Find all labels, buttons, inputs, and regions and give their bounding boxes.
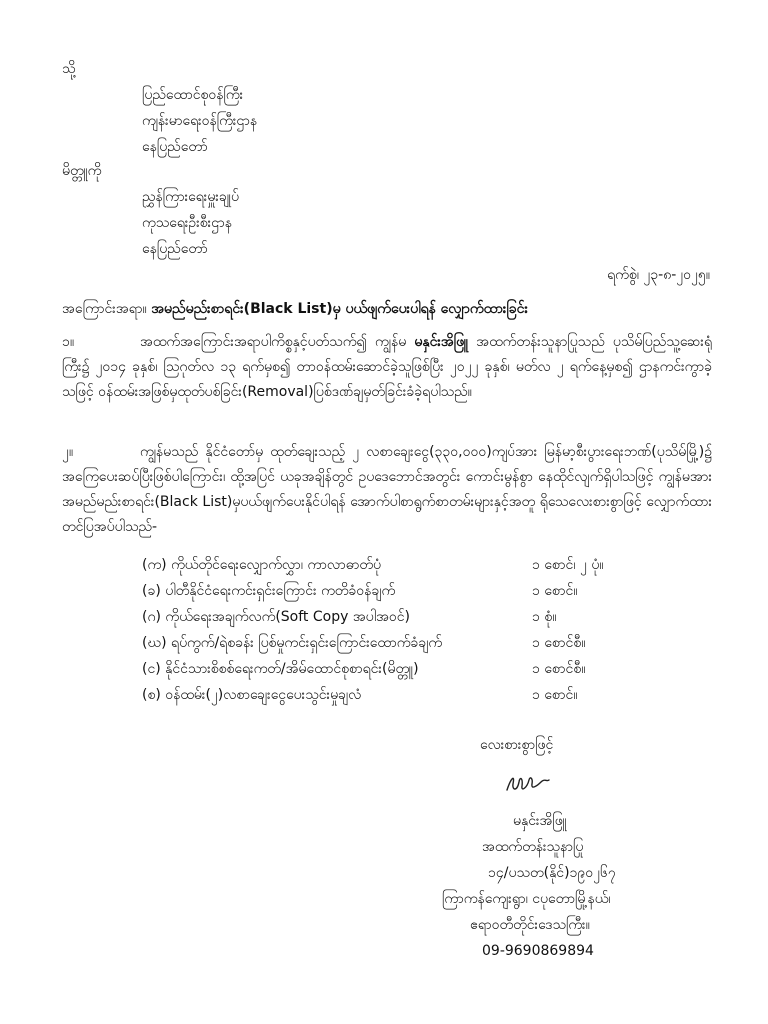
- paragraph-1-text-before: အထက်အကြောင်းအရာပါကိစ္စနှင့်ပတ်သက်၍ ကျွန်မ: [140, 334, 415, 350]
- subject-prefix: အကြောင်းအရာ။: [62, 301, 147, 317]
- paragraph-1-text-after: အထက်တန်းသူနာပြုသည် ပုသိမ်ပြည်သူ့ဆေးရုံကြီး၌ ၂၀၁၄ ခုနှစ်၊ ဩဂုတ်လ ၁၃ ရက်မှစ၍ တာဝန်ထမ်းဆောင်ခဲ့သူဖြစ်ပြီး ၂၀၂၂ ခုနှစ်၊ မတ်လ ၂ ရက်နေ့မှစ၍ ဌာနကင်းကွာခဲ့သဖြင့် ဝန်ထမ်းအဖြစ်မှထုတ်ပစ်ခြင်း(Removal)ပြစ်ဒဏ်ချမှတ်ခြင်းခံခဲ့ရပါသည်။: [62, 334, 712, 400]
- attachment-label: (ဃ) ရပ်ကွက်/ရဲစခန်း ပြစ်မှုကင်းရှင်းကြောင်းထောက်ခံချက်: [142, 635, 443, 651]
- attachment-item: [142, 580, 642, 605]
- cc-recipient-line-1: ညွှန်ကြားရေးမှူးချုပ်: [142, 189, 239, 205]
- paragraph-1: [62, 330, 712, 405]
- attachment-item: [142, 684, 642, 709]
- attachment-qty: ၁ စုံ။: [532, 609, 557, 625]
- attachment-qty: ၁ စောင်စီ။: [532, 661, 586, 677]
- attachment-item: [142, 658, 642, 683]
- recipient-line-1: ပြည်ထောင်စုဝန်ကြီး: [142, 87, 244, 103]
- attachment-qty: ၁ စောင်၊ ၂ ပုံ။: [532, 557, 604, 573]
- signer-address-1: ကြာကန်ကျေးရွာ၊ ငပုတောမြို့နယ်၊: [442, 891, 611, 907]
- attachment-label: (က) ကိုယ်တိုင်ရေးလျှောက်လွှာ၊ ကာလာဓာတ်ပုံ: [142, 557, 382, 573]
- signer-address-2: ဧရာဝတီတိုင်းဒေသကြီး။: [470, 917, 590, 933]
- paragraph-1-name: မနှင်းအိဖြူ: [414, 334, 469, 350]
- paragraph-2-text: ကျွန်မသည် နိုင်ငံတော်မှ ထုတ်ချေးသည့် ၂ လစာချေးငွေ(၃၃၀,၀၀၀)ကျပ်အား မြန်မာ့စီးပွားရေးဘဏ်(ပုသိမ်မြို့)၌ အကြေပေးဆပ်ပြီးဖြစ်ပါကြောင်း၊ ထို့အပြင် ယခုအချိန်တွင် ဥပဒေဘောင်အတွင်း ကောင်းမွန်စွာ နေထိုင်လျက်ရှိပါသဖြင့် ကျွန်မအား အမည်မည်းစာရင်း(Black List)မှပယ်ဖျက်ပေးနိုင်ပါရန် အောက်ပါစာရွက်စာတမ်းများနှင့်အတူ ရိုသေလေးစားစွာဖြင့် လျှောက်ထားတင်ပြအပ်ပါသည်-: [62, 444, 712, 535]
- cc-recipient-line-3: နေပြည်တော်: [142, 241, 208, 257]
- attachment-label: (စ) ဝန်ထမ်း(၂)လစာချေးငွေပေးသွင်းမှုချလံ: [142, 687, 362, 703]
- attachment-qty: ၁ စောင်စီ။: [532, 635, 586, 651]
- cc-label: မိတ္တူကို: [62, 163, 102, 179]
- to-label: သို့: [62, 61, 76, 77]
- recipient-line-3: နေပြည်တော်: [142, 139, 208, 155]
- signer-phone: 09-9690869894: [482, 943, 594, 959]
- attachment-label: (ခ) ပါတီနိုင်ငံရေးကင်းရှင်းကြောင်း ကတိခံဝန်ချက်: [142, 583, 396, 599]
- subject-text: အမည်မည်းစာရင်း(Black List)မှ ပယ်ဖျက်ပေးပါရန် လျှောက်ထားခြင်း: [151, 301, 529, 317]
- attachment-label: (ဂ) ကိုယ်ရေးအချက်လက်(Soft Copy အပါအဝင်): [142, 609, 411, 625]
- paragraph-2: [62, 440, 712, 540]
- signer-title: အထက်တန်းသူနာပြု: [482, 839, 584, 855]
- paragraph-1-number: ၁။: [62, 334, 75, 350]
- letter-date: ရက်စွဲ၊ ၂၃-၈-၂၀၂၅။: [607, 267, 710, 283]
- attachment-qty: ၁ စောင်။: [532, 583, 578, 599]
- attachment-item: [142, 606, 642, 631]
- attachment-label: (င) နိုင်ငံသားစိစစ်ရေးကတ်/အိမ်ထောင်စုစာရင်း(မိတ္တူ): [142, 661, 419, 677]
- paragraph-2-number: ၂။: [62, 444, 74, 460]
- closing-text: လေးစားစွာဖြင့်: [480, 737, 554, 753]
- attachment-item: [142, 632, 642, 657]
- signer-nrc: ၁၄/ပသတ(နိုင်)၁၉၀၂၆၇: [488, 865, 616, 881]
- attachment-qty: ၁ စောင်။: [532, 687, 578, 703]
- signer-name: မနှင်းအိဖြူ: [513, 813, 567, 829]
- signature-icon: [503, 770, 553, 798]
- subject-line: [62, 298, 528, 320]
- attachment-item: [142, 554, 642, 579]
- cc-recipient-line-2: ကုသရေးဦးစီးဌာန: [142, 215, 232, 231]
- recipient-line-2: ကျန်းမာရေးဝန်ကြီးဌာန: [142, 113, 258, 129]
